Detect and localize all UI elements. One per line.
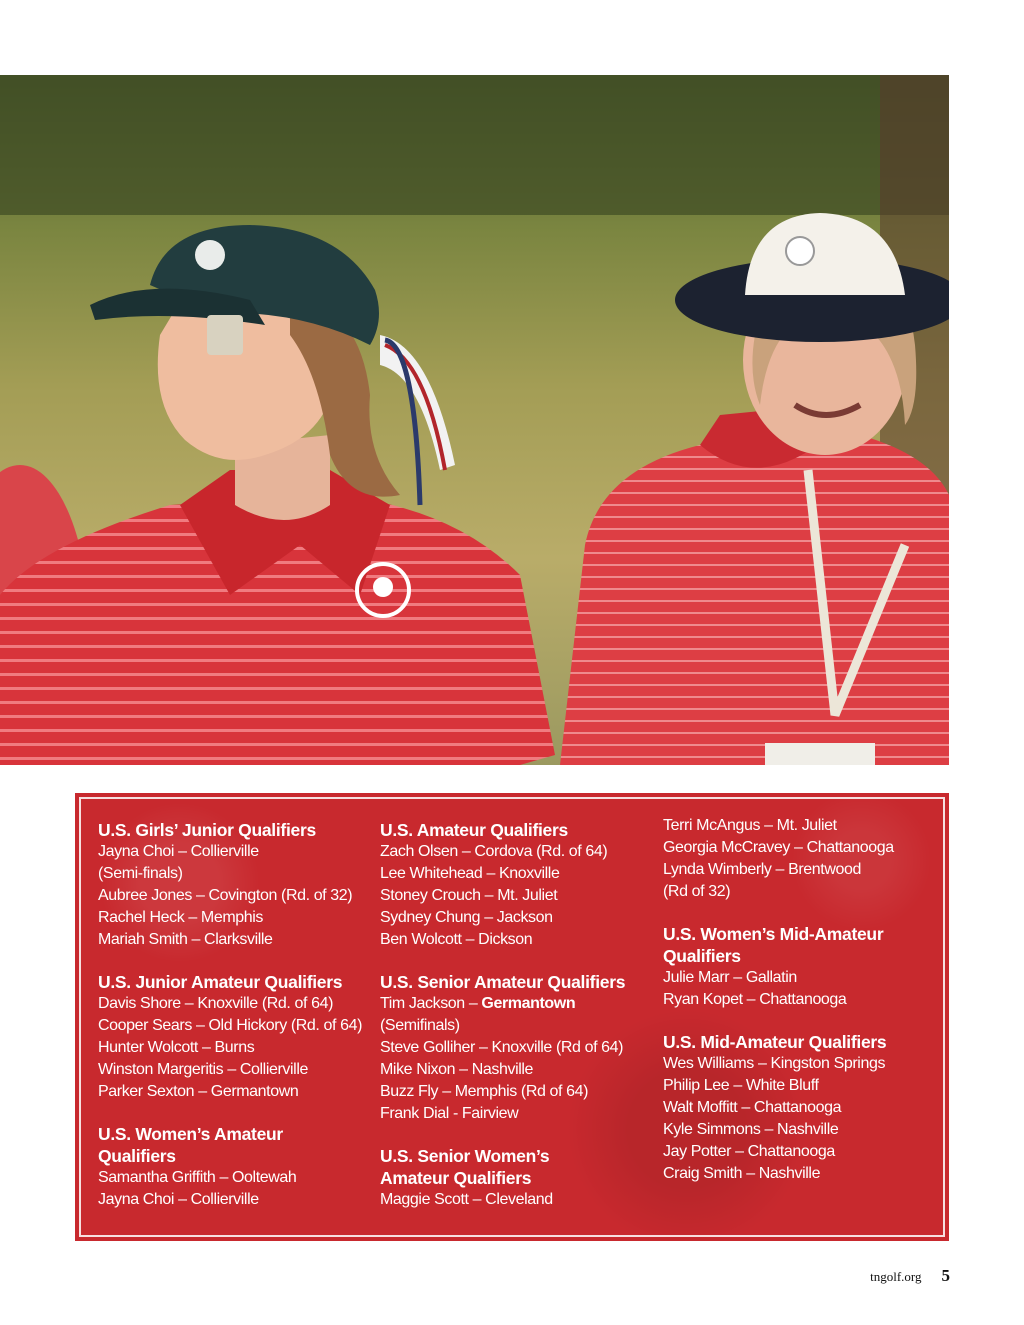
qualifier-entry: Cooper Sears – Old Hickory (Rd. of 64) <box>98 1017 363 1034</box>
qualifier-entry: Wes Williams – Kingston Springs <box>663 1055 886 1072</box>
section-senior-womens-amateur <box>380 1145 650 1211</box>
qualifier-entry: Samantha Griffith – Ooltewah <box>98 1169 297 1186</box>
qualifier-entry: Georgia McCravey – Chattanooga <box>663 839 894 856</box>
qualifier-entry: Frank Dial - Fairview <box>380 1105 519 1122</box>
qualifier-entry: Buzz Fly – Memphis (Rd of 64) <box>380 1083 589 1100</box>
column-2 <box>380 819 650 1231</box>
section-heading: U.S. Women’s Amateur Qualifiers <box>98 1124 283 1166</box>
page-number: 5 <box>941 1266 950 1285</box>
qualifier-entry: Sydney Chung – Jackson <box>380 909 553 926</box>
qualifier-entry: Zach Olsen – Cordova (Rd. of 64) <box>380 843 608 860</box>
section-amateur <box>380 819 650 951</box>
qualifier-entry: Jayna Choi – Collierville <box>98 1191 259 1208</box>
qualifier-entry: Mike Nixon – Nashville <box>380 1061 534 1078</box>
qualifier-entry: Jayna Choi – Collierville <box>98 843 259 860</box>
qualifier-entry: Walt Moffitt – Chattanooga <box>663 1099 842 1116</box>
qualifier-entry: Julie Marr – Gallatin <box>663 969 797 986</box>
site-url[interactable]: tngolf.org <box>870 1269 922 1284</box>
section-heading: U.S. Senior Amateur Qualifiers <box>380 972 626 992</box>
qualifier-city: Germantown <box>481 995 576 1012</box>
section-senior-amateur <box>380 971 650 1125</box>
section-womens-mid-amateur <box>663 923 933 1011</box>
qualifier-entry: (Semi-finals) <box>98 865 183 882</box>
section-mid-amateur <box>663 1031 933 1185</box>
qualifier-entry: Kyle Simmons – Nashville <box>663 1121 839 1138</box>
golfers-photo-illustration <box>0 75 949 765</box>
qualifier-entry: Philip Lee – White Bluff <box>663 1077 819 1094</box>
column-3 <box>663 815 933 1205</box>
section-heading: U.S. Junior Amateur Qualifiers <box>98 972 343 992</box>
section-heading: U.S. Girls’ Junior Qualifiers <box>98 820 316 840</box>
section-heading: U.S. Amateur Qualifiers <box>380 820 568 840</box>
qualifier-entry: Ben Wolcott – Dickson <box>380 931 533 948</box>
qualifier-entry: Maggie Scott – Cleveland <box>380 1191 553 1208</box>
qualifier-entry: (Semifinals) <box>380 1017 460 1034</box>
qualifier-entry: Hunter Wolcott – Burns <box>98 1039 255 1056</box>
qualifier-entry: (Rd of 32) <box>663 883 731 900</box>
qualifier-entry: Ryan Kopet – Chattanooga <box>663 991 847 1008</box>
qualifier-entry: Craig Smith – Nashville <box>663 1165 821 1182</box>
qualifier-entry <box>380 993 650 1015</box>
qualifier-entry: Jay Potter – Chattanooga <box>663 1143 835 1160</box>
qualifier-entry: Steve Golliher – Knoxville (Rd of 64) <box>380 1039 624 1056</box>
hero-photo <box>0 75 949 765</box>
qualifier-entry: Lee Whitehead – Knoxville <box>380 865 560 882</box>
section-senior-womens-amateur-cont <box>663 815 933 903</box>
qualifier-entry: Lynda Wimberly – Brentwood <box>663 861 861 878</box>
section-girls-junior <box>98 819 368 951</box>
qualifiers-panel <box>75 793 949 1241</box>
page-footer <box>870 1266 950 1286</box>
section-heading: U.S. Mid-Amateur Qualifiers <box>663 1032 887 1052</box>
qualifier-name: Tim Jackson – <box>380 995 482 1012</box>
qualifier-entry: Davis Shore – Knoxville (Rd. of 64) <box>98 995 334 1012</box>
section-heading: U.S. Senior Women’s Amateur Qualifiers <box>380 1146 550 1188</box>
column-1 <box>98 819 368 1231</box>
qualifier-entry: Parker Sexton – Germantown <box>98 1083 299 1100</box>
section-heading: U.S. Women’s Mid-Amateur Qualifiers <box>663 924 884 966</box>
qualifier-entry: Mariah Smith – Clarksville <box>98 931 273 948</box>
qualifier-entry: Terri McAngus – Mt. Juliet <box>663 817 837 834</box>
qualifier-entry: Aubree Jones – Covington (Rd. of 32) <box>98 887 353 904</box>
section-womens-amateur <box>98 1123 368 1211</box>
section-junior-amateur <box>98 971 368 1103</box>
qualifier-entry: Rachel Heck – Memphis <box>98 909 263 926</box>
qualifier-entry: Winston Margeritis – Collierville <box>98 1061 308 1078</box>
qualifier-entry: Stoney Crouch – Mt. Juliet <box>380 887 558 904</box>
